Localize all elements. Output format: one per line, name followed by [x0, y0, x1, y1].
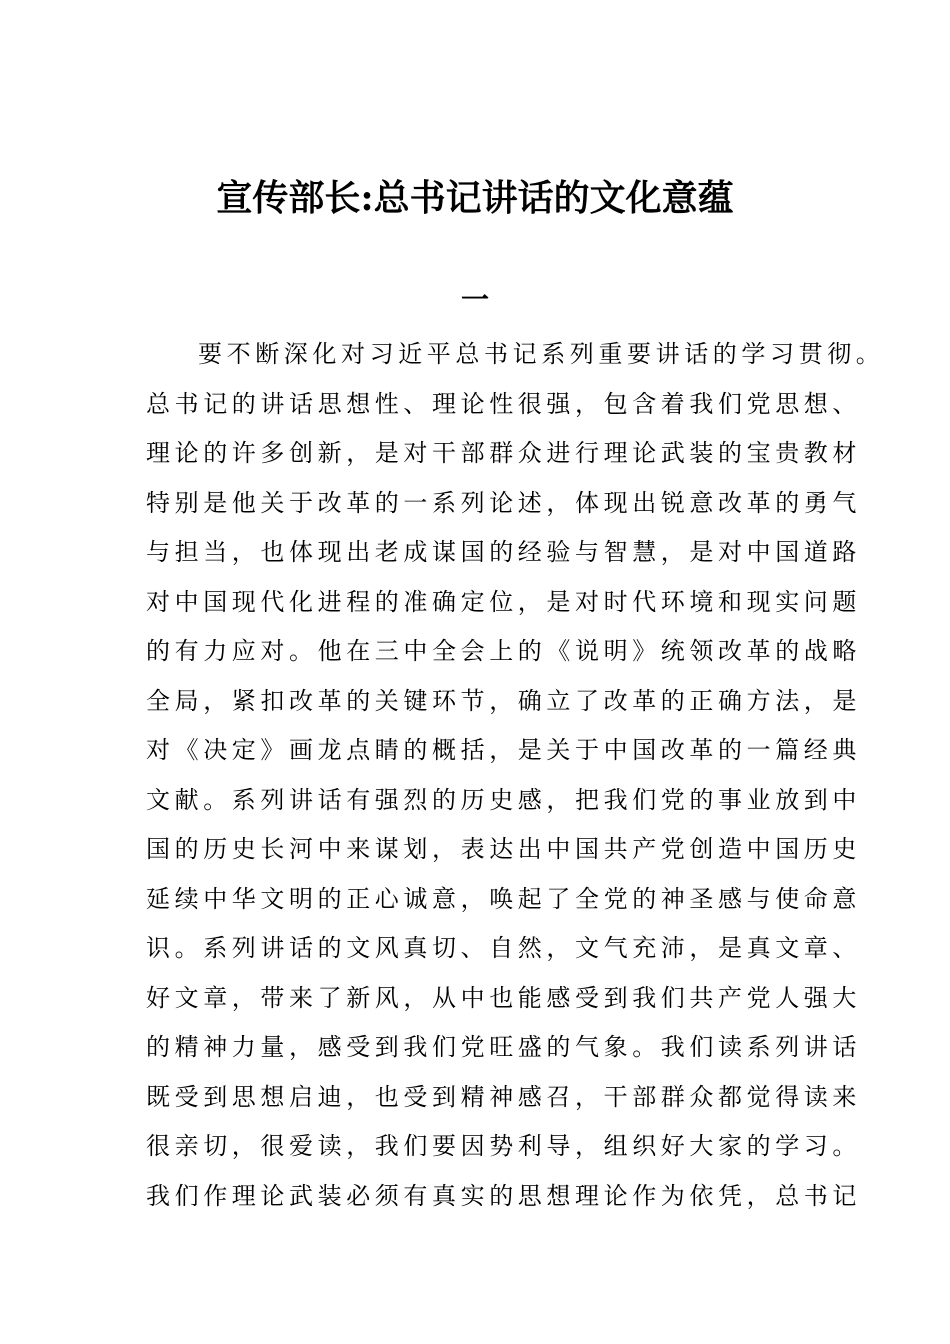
text-line: 我们作理论武装必须有真实的思想理论作为依凭，总书记	[146, 1181, 861, 1210]
text-line: 对中国现代化进程的准确定位，是对时代环境和现实问题	[146, 587, 861, 616]
text-line: 理论的许多创新，是对干部群众进行理论武装的宝贵教材	[146, 439, 861, 467]
text-line: 总书记的讲话思想性、理论性很强，包含着我们党思想、	[146, 389, 861, 418]
text-line: 很亲切，很爱读，我们要因势利导，组织好大家的学习。	[146, 1132, 861, 1160]
text-line: 对《决定》画龙点睛的概括，是关于中国改革的一篇经典	[146, 736, 861, 764]
text-line: 文献。系列讲话有强烈的历史感，把我们党的事业放到中	[146, 785, 861, 814]
text-line: 与担当，也体现出老成谋国的经验与智慧，是对中国道路	[146, 538, 861, 566]
text-line: 识。系列讲话的文风真切、自然，文气充沛，是真文章、	[146, 934, 861, 962]
text-line: 国的历史长河中来谋划，表达出中国共产党创造中国历史	[146, 835, 861, 863]
text-line: 好文章，带来了新风，从中也能感受到我们共产党人强大	[146, 983, 861, 1012]
text-line: 全局，紧扣改革的关键环节，确立了改革的正确方法，是	[146, 686, 861, 715]
text-line: 要不断深化对习近平总书记系列重要讲话的学习贯彻。	[198, 340, 885, 368]
document-title: 宣传部长:总书记讲话的文化意蕴	[216, 177, 734, 219]
text-line: 的精神力量，感受到我们党旺盛的气象。我们读系列讲话	[146, 1033, 861, 1061]
text-line: 既受到思想启迪，也受到精神感召，干部群众都觉得读来	[146, 1082, 861, 1111]
text-line: 的有力应对。他在三中全会上的《说明》统领改革的战略	[146, 637, 861, 665]
section-number: 一	[460, 283, 489, 316]
body-paragraph	[146, 330, 885, 1221]
text-line: 延续中华文明的正心诚意，唤起了全党的神圣感与使命意	[146, 884, 861, 913]
text-line: 特别是他关于改革的一系列论述，体现出锐意改革的勇气	[146, 488, 861, 517]
